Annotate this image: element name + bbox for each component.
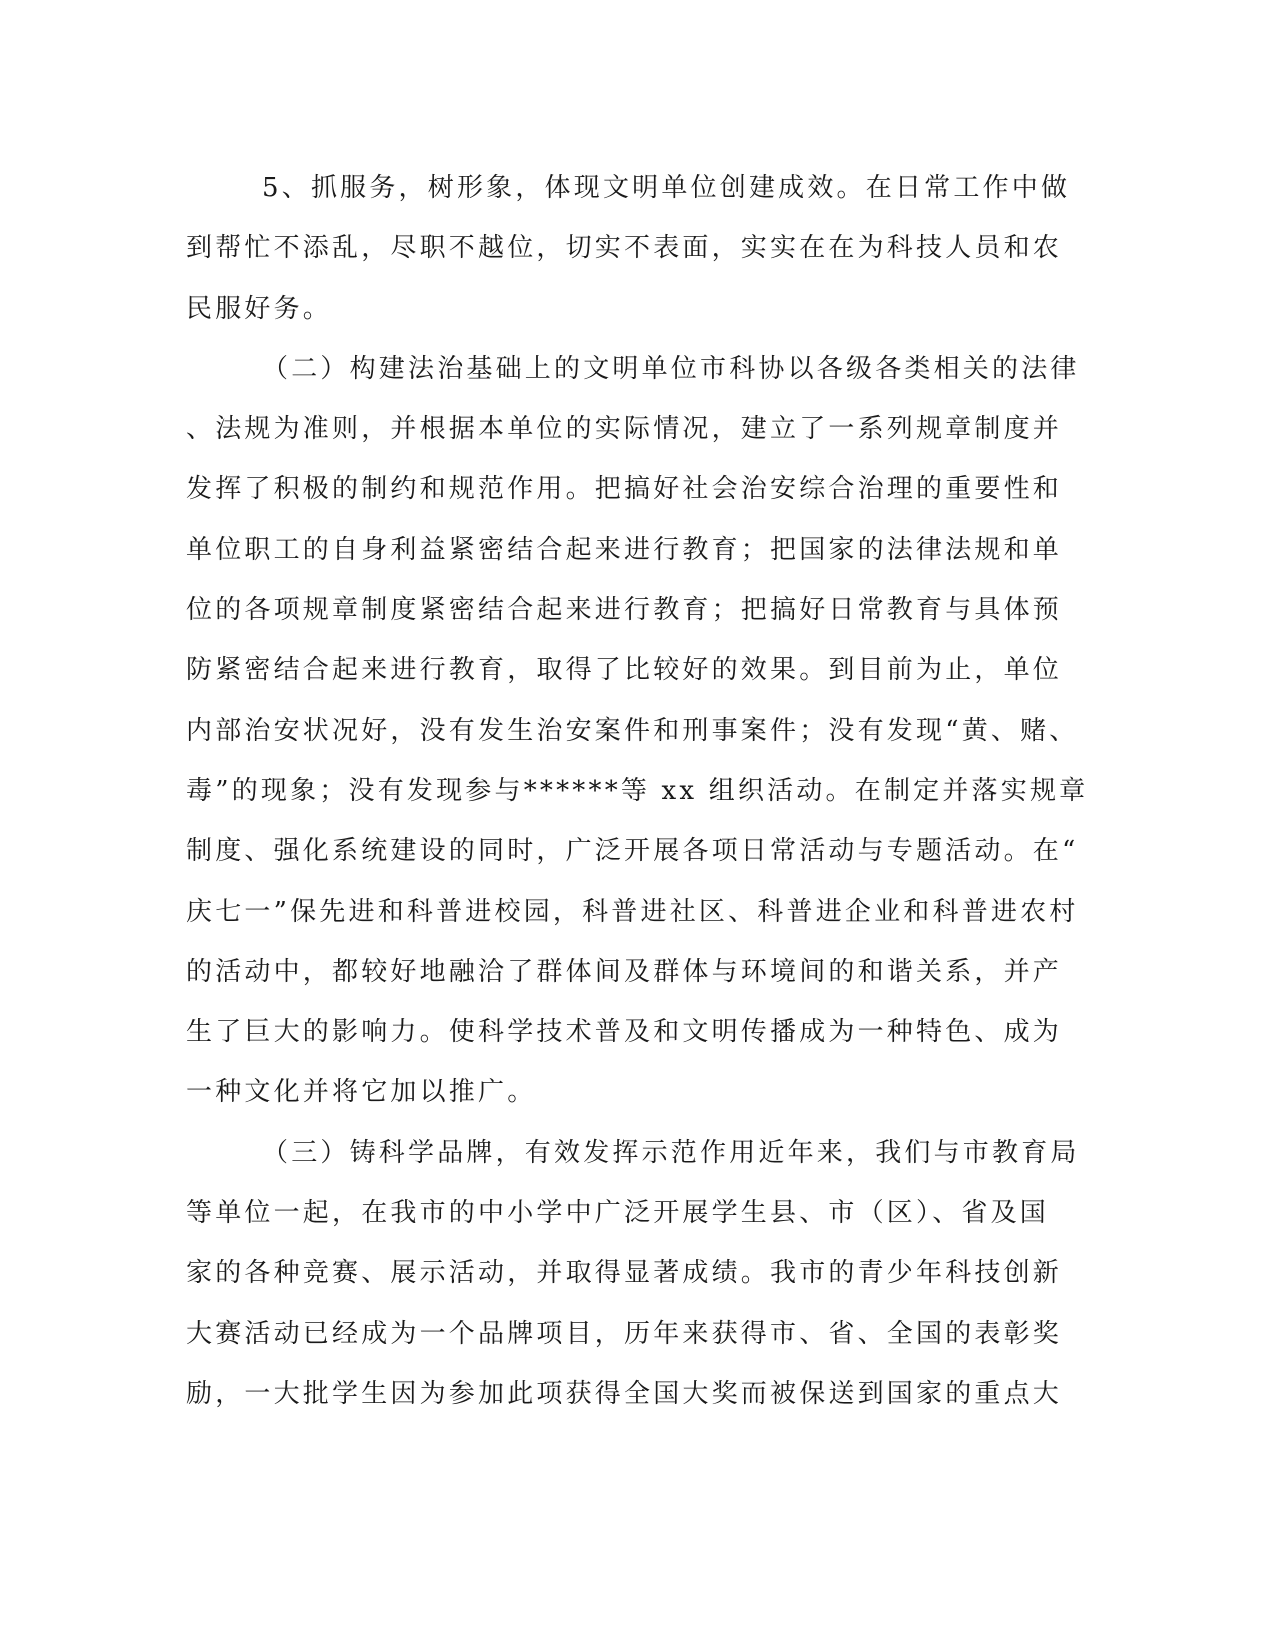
text-line: 防紧密结合起来进行教育，取得了比较好的效果。到目前为止，单位 <box>186 655 1063 686</box>
text-line: 单位职工的自身利益紧密结合起来进行教育；把国家的法律法规和单 <box>186 534 1063 565</box>
text-line: 毒”的现象；没有发现参与******等 xx 组织活动。在制定并落实规章 <box>186 775 1089 806</box>
text-line: 生了巨大的影响力。使科学技术普及和文明传播成为一种特色、成为 <box>186 1017 1063 1048</box>
text-line: （三）铸科学品牌，有效发挥示范作用近年来，我们与市教育局 <box>262 1137 1080 1168</box>
text-line: 大赛活动已经成为一个品牌项目，历年来获得市、省、全国的表彰奖 <box>186 1318 1063 1349</box>
text-line: 发挥了积极的制约和规范作用。把搞好社会治安综合治理的重要性和 <box>186 474 1063 505</box>
text-line: 一种文化并将它加以推广。 <box>186 1077 537 1108</box>
text-line: 庆七一”保先进和科普进校园，科普进社区、科普进企业和科普进农村 <box>186 896 1079 927</box>
text-line: 内部治安状况好，没有发生治安案件和刑事案件；没有发现“黄、赌、 <box>186 715 1079 746</box>
text-line: 5、抓服务，树形象，体现文明单位创建成效。在日常工作中做 <box>262 173 1071 203</box>
text-line: 制度、强化系统建设的同时，广泛开展各项日常活动与专题活动。在“ <box>186 836 1079 867</box>
paragraph-rule-of-law <box>186 339 1089 1123</box>
text-line: 民服好务。 <box>186 293 333 324</box>
text-line: 家的各种竞赛、展示活动，并取得显著成绩。我市的青少年科技创新 <box>186 1258 1063 1289</box>
paragraph-science-brand <box>186 1123 1080 1424</box>
text-line: 到帮忙不添乱，尽职不越位，切实不表面，实实在在为科技人员和农 <box>186 233 1063 264</box>
paragraph-service <box>186 158 1071 339</box>
text-line: 位的各项规章制度紧密结合起来进行教育；把搞好日常教育与具体预 <box>186 595 1063 626</box>
text-line: 的活动中，都较好地融洽了群体间及群体与环境间的和谐关系，并产 <box>186 956 1063 987</box>
text-line: 等单位一起，在我市的中小学中广泛开展学生县、市（区）、省及国 <box>186 1198 1050 1229</box>
text-line: 、法规为准则，并根据本单位的实际情况，建立了一系列规章制度并 <box>186 414 1063 445</box>
document-body <box>186 158 1089 1424</box>
text-line: 励，一大批学生因为参加此项获得全国大奖而被保送到国家的重点大 <box>186 1378 1063 1409</box>
text-line: （二）构建法治基础上的文明单位市科协以各级各类相关的法律 <box>262 353 1080 384</box>
